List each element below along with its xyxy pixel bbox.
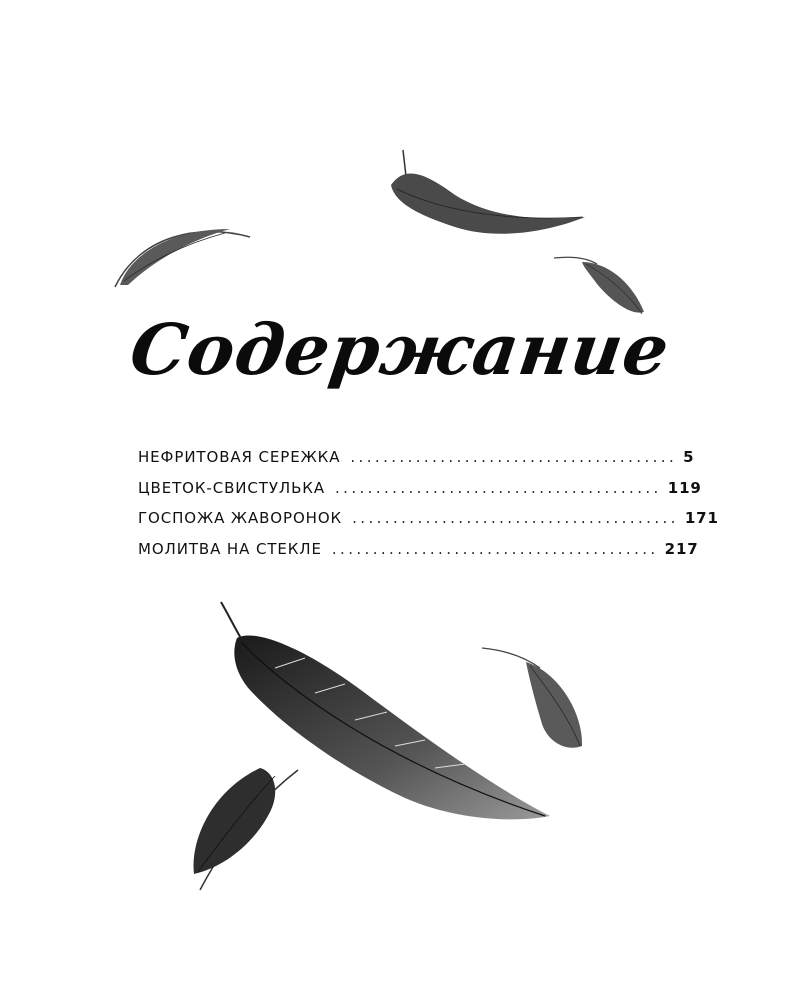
toc-entry[interactable] [138, 478, 702, 510]
toc-leader: ........................................ [331, 539, 659, 558]
toc-entry-title: ЦВЕТОК-СВИСТУЛЬКА [138, 478, 325, 497]
toc-entry-title: ГОСПОЖА ЖАВОРОНОК [138, 509, 343, 527]
toc-leader: ........................................ [335, 478, 662, 497]
feather-icon [180, 762, 305, 897]
feather-icon [385, 145, 590, 245]
page-title: Содержание [125, 308, 675, 391]
toc-entry-page: 5 [683, 448, 695, 466]
toc-entry-title: НЕФРИТОВАЯ СЕРЕЖКА [138, 448, 341, 466]
feather-icon [110, 215, 260, 305]
toc-leader: ........................................ [352, 509, 679, 527]
toc-leader: ........................................ [350, 448, 678, 466]
table-of-contents [138, 448, 719, 570]
toc-entry[interactable] [138, 539, 699, 571]
feather-icon [478, 642, 593, 757]
toc-entry-page: 217 [664, 539, 699, 558]
toc-entry-page: 171 [684, 509, 719, 527]
toc-entry-page: 119 [667, 478, 702, 497]
toc-entry[interactable] [138, 448, 695, 479]
toc-entry-title: МОЛИТВА НА СТЕКЛЕ [138, 539, 322, 558]
toc-entry[interactable] [138, 509, 719, 540]
